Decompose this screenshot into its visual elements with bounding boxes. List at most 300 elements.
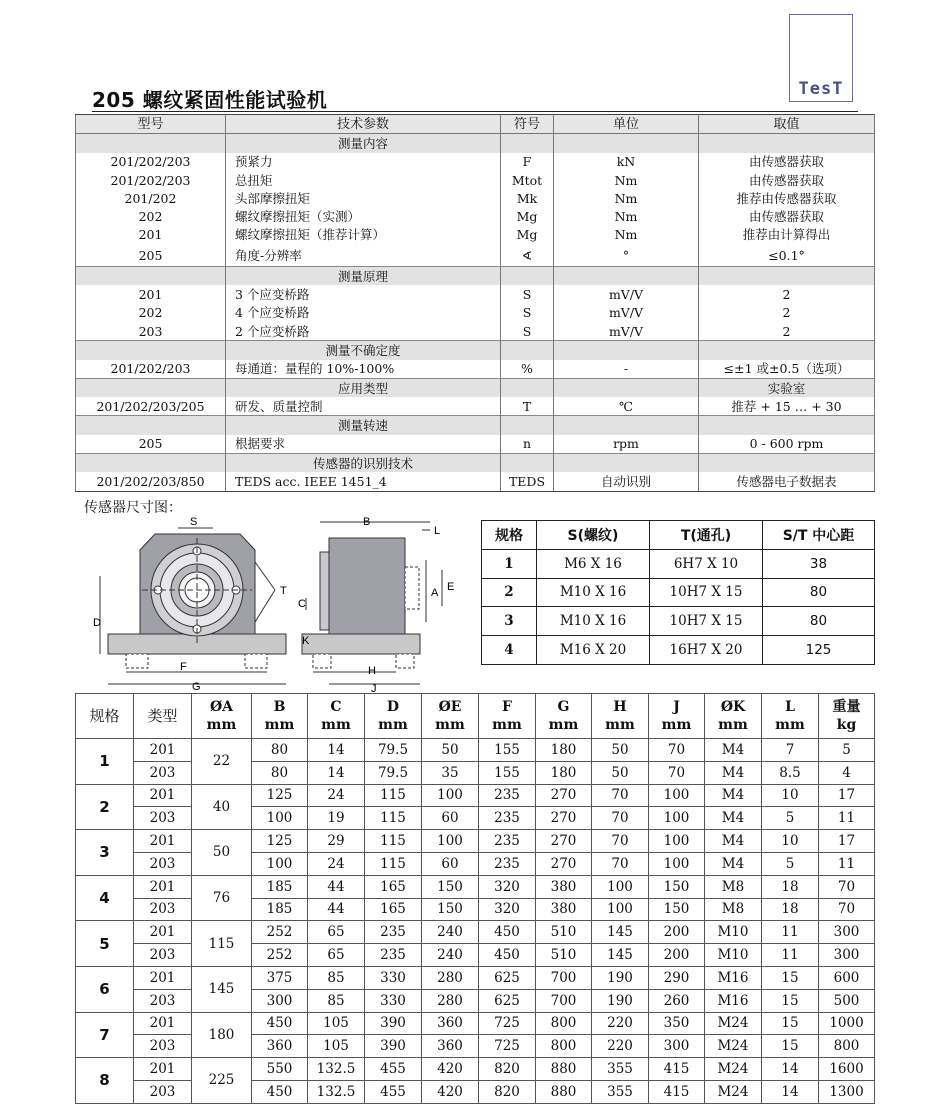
spec-row (76, 472, 875, 491)
spec-cell: 传感器电子数据表 (699, 472, 875, 491)
spec-cell: 推荐 + 15 … + 30 (699, 397, 875, 416)
dimension-cell: 235 (479, 784, 536, 807)
dimension-cell: 270 (536, 830, 592, 853)
dimension-cell: 280 (422, 989, 479, 1012)
spec-cell: Nm (554, 207, 699, 225)
spec-cell: Mg (501, 207, 554, 225)
spec-cell: 2 (699, 322, 875, 341)
dimension-cell: 15 (762, 1012, 819, 1035)
dimension-cell: 100 (422, 784, 479, 807)
dimension-cell: 450 (252, 1012, 308, 1035)
spec-section-value (699, 454, 875, 473)
spec-cell: 201/202/203/205 (76, 397, 226, 416)
dimension-cell: 360 (422, 1012, 479, 1035)
spec-cell (554, 378, 699, 397)
title-rule (92, 111, 858, 112)
dimension-cell: M24 (705, 1080, 762, 1103)
dimension-cell: 44 (308, 898, 365, 921)
dimension-cell: 240 (422, 944, 479, 967)
spec-header-cell: 取值 (699, 115, 875, 134)
spec-cell: 螺纹摩擦扭矩（推荐计算） (226, 226, 501, 244)
dimension-diameter-a-cell: 76 (192, 875, 252, 921)
dimension-header-cell (422, 694, 479, 739)
thread-header-cell: T(通孔) (650, 521, 763, 550)
dimension-type-cell: 201 (134, 830, 192, 853)
dimension-cell: 15 (762, 966, 819, 989)
dimension-cell: 105 (308, 1035, 365, 1058)
test-logo (789, 14, 853, 102)
spec-section-row (76, 454, 875, 473)
dimension-cell: 700 (536, 989, 592, 1012)
spec-cell (554, 267, 699, 286)
spec-cell: 201 (76, 285, 226, 303)
dimension-type-cell: 203 (134, 852, 192, 875)
dimension-size-cell: 1 (76, 739, 134, 785)
dimension-header-unit: mm (321, 717, 351, 733)
dimension-header-name: ØK (720, 699, 746, 715)
dimension-header-cell (536, 694, 592, 739)
spec-cell: 201 (76, 226, 226, 244)
dimension-cell: 70 (592, 830, 649, 853)
thread-header-cell: S/T 中心距 (763, 521, 875, 550)
dimension-cell: 420 (422, 1080, 479, 1103)
spec-cell: ℃ (554, 397, 699, 416)
dimension-cell: M4 (705, 784, 762, 807)
spec-cell (76, 267, 226, 286)
dimension-header-cell (76, 694, 134, 739)
dimension-cell: M4 (705, 761, 762, 784)
spec-cell: T (501, 397, 554, 416)
dimension-cell: 65 (308, 944, 365, 967)
spec-cell: 0 - 600 rpm (699, 435, 875, 454)
dimension-cell: 1000 (819, 1012, 875, 1035)
dimension-cell: 725 (479, 1035, 536, 1058)
dimension-diameter-a-cell: 180 (192, 1012, 252, 1058)
dimension-cell: 220 (592, 1035, 649, 1058)
thread-row (482, 607, 875, 636)
dimension-cell: 190 (592, 966, 649, 989)
spec-cell: 2 个应变桥路 (226, 322, 501, 341)
dimension-cell: 60 (422, 807, 479, 830)
dimension-header-name: G (557, 699, 570, 715)
spec-cell: ∢ (501, 244, 554, 267)
dimension-cell: 19 (308, 807, 365, 830)
thread-header-row (482, 521, 875, 550)
dimension-cell: 4 (819, 761, 875, 784)
dimension-cell: 85 (308, 966, 365, 989)
dimension-cell: 880 (536, 1080, 592, 1103)
dimension-cell: 390 (365, 1012, 422, 1035)
dimension-cell: 80 (252, 739, 308, 762)
dimension-size-cell: 5 (76, 921, 134, 967)
label-s: S (190, 516, 198, 528)
dimension-type-cell: 201 (134, 921, 192, 944)
dimension-cell: 35 (422, 761, 479, 784)
spec-header-cell: 型号 (76, 115, 226, 134)
thread-cell: 1 (482, 549, 537, 578)
dimension-type-cell: 203 (134, 1035, 192, 1058)
dimension-type-cell: 203 (134, 807, 192, 830)
dimension-diameter-a-cell: 225 (192, 1058, 252, 1104)
spec-section-value (699, 134, 875, 153)
spec-row (76, 189, 875, 207)
spec-header-row (76, 115, 875, 134)
dimension-cell: 155 (479, 739, 536, 762)
spec-cell: S (501, 322, 554, 341)
dimension-cell: 8.5 (762, 761, 819, 784)
dimension-cell: 300 (252, 989, 308, 1012)
dimension-cell: M10 (705, 921, 762, 944)
dimension-cell: 15 (762, 989, 819, 1012)
dimension-cell: 165 (365, 875, 422, 898)
dimension-cell: 44 (308, 875, 365, 898)
spec-cell: 研发、质量控制 (226, 397, 501, 416)
dimension-diameter-a-cell: 50 (192, 830, 252, 876)
dimension-cell: 415 (649, 1080, 705, 1103)
dimension-cell: 355 (592, 1058, 649, 1081)
spec-row (76, 207, 875, 225)
label-k: K (302, 635, 310, 647)
dimension-cell: 5 (762, 807, 819, 830)
thread-cell: 125 (763, 636, 875, 665)
dimension-cell: 450 (252, 1080, 308, 1103)
label-f: F (180, 661, 187, 673)
thread-cell: 80 (763, 578, 875, 607)
dimension-cell: 18 (762, 898, 819, 921)
dimension-cell: 100 (649, 784, 705, 807)
dimension-cell: 510 (536, 921, 592, 944)
dimension-cell: 18 (762, 875, 819, 898)
dimension-cell: 510 (536, 944, 592, 967)
spec-cell: 201/202/203 (76, 171, 226, 189)
spec-cell: 203 (76, 322, 226, 341)
dimension-cell: 150 (422, 898, 479, 921)
dimension-cell: 150 (422, 875, 479, 898)
dimension-header-name: L (785, 699, 795, 715)
dimension-cell: 100 (592, 898, 649, 921)
dimension-cell: 270 (536, 807, 592, 830)
dimension-cell: 390 (365, 1035, 422, 1058)
dimension-cell: 29 (308, 830, 365, 853)
spec-cell: TEDS acc. IEEE 1451_4 (226, 472, 501, 491)
dimension-cell: 252 (252, 921, 308, 944)
spec-section-row (76, 134, 875, 153)
spec-cell (501, 454, 554, 473)
dimension-cell: 235 (479, 852, 536, 875)
dimension-type-cell: 201 (134, 784, 192, 807)
spec-cell (501, 267, 554, 286)
spec-cell: 每通道：量程的 10%-100% (226, 360, 501, 379)
spec-cell (76, 341, 226, 360)
dimension-row (76, 875, 875, 898)
spec-row (76, 244, 875, 267)
dimension-cell: 14 (308, 739, 365, 762)
dimension-diameter-a-cell: 115 (192, 921, 252, 967)
spec-cell: - (554, 360, 699, 379)
dimension-header-unit: mm (661, 717, 692, 733)
spec-section-title: 测量不确定度 (226, 341, 501, 360)
spec-cell (501, 134, 554, 153)
dimension-cell: 455 (365, 1080, 422, 1103)
dimension-cell: 320 (479, 875, 536, 898)
dimension-header-name: 类型 (147, 707, 178, 725)
dimension-cell: 375 (252, 966, 308, 989)
dimension-type-cell: 201 (134, 966, 192, 989)
dimension-row (76, 921, 875, 944)
spec-cell: Mtot (501, 171, 554, 189)
spec-section-title: 传感器的识别技术 (226, 454, 501, 473)
thread-cell: 6H7 X 10 (650, 549, 763, 578)
dimension-header-cell (592, 694, 649, 739)
dimension-cell: 725 (479, 1012, 536, 1035)
dimension-cell: 50 (422, 739, 479, 762)
thread-header-cell: 规格 (482, 521, 537, 550)
dimension-header-cell (819, 694, 875, 739)
dimension-header-unit: mm (492, 717, 522, 733)
spec-cell (76, 134, 226, 153)
dimension-header-unit: kg (836, 717, 857, 733)
label-a: A (431, 587, 439, 599)
dimension-type-cell: 203 (134, 944, 192, 967)
thread-cell: 3 (482, 607, 537, 636)
dimension-cell: 800 (536, 1012, 592, 1035)
dimension-cell: 300 (649, 1035, 705, 1058)
dimension-cell: 5 (819, 739, 875, 762)
dimension-row (76, 784, 875, 807)
spec-cell: 202 (76, 207, 226, 225)
spec-cell (554, 341, 699, 360)
dimension-header-unit: mm (775, 717, 805, 733)
spec-cell: 总扭矩 (226, 171, 501, 189)
spec-row (76, 397, 875, 416)
spec-section-value: 实验室 (699, 378, 875, 397)
dimension-cell: M8 (705, 875, 762, 898)
spec-cell (501, 416, 554, 435)
dimension-header-name: H (613, 699, 627, 715)
spec-cell: 推荐由计算得出 (699, 226, 875, 244)
spec-cell: % (501, 360, 554, 379)
dimension-cell: 115 (365, 852, 422, 875)
dimension-cell: 300 (819, 921, 875, 944)
spec-cell: n (501, 435, 554, 454)
dimension-cell: 125 (252, 830, 308, 853)
spec-cell: mV/V (554, 304, 699, 322)
spec-cell: Nm (554, 189, 699, 207)
spec-cell: TEDS (501, 472, 554, 491)
dimension-cell: 165 (365, 898, 422, 921)
dimension-cell: 145 (592, 944, 649, 967)
dimension-table (75, 693, 875, 1104)
dimension-cell: 50 (592, 761, 649, 784)
spec-cell: kN (554, 153, 699, 171)
dimension-cell: 10 (762, 784, 819, 807)
spec-cell: 角度-分辨率 (226, 244, 501, 267)
dimension-cell: 330 (365, 989, 422, 1012)
spec-cell: Nm (554, 226, 699, 244)
dimension-cell: M4 (705, 739, 762, 762)
dimension-header-unit: mm (378, 717, 408, 733)
dimension-cell: 600 (819, 966, 875, 989)
dimension-header-name: 规格 (89, 707, 120, 725)
dimension-size-cell: 2 (76, 784, 134, 830)
spec-header-cell: 单位 (554, 115, 699, 134)
label-d: D (93, 617, 101, 629)
spec-cell: 2 (699, 304, 875, 322)
dimension-cell: 240 (422, 921, 479, 944)
dimension-cell: 360 (252, 1035, 308, 1058)
spec-cell: F (501, 153, 554, 171)
dimension-size-cell: 8 (76, 1058, 134, 1104)
dimension-cell: 145 (592, 921, 649, 944)
dimension-header-cell (365, 694, 422, 739)
dimension-cell: 450 (479, 921, 536, 944)
dimension-cell: 235 (365, 944, 422, 967)
thread-cell: 10H7 X 15 (650, 578, 763, 607)
spec-cell: 201/202/203 (76, 153, 226, 171)
dimension-cell: 100 (252, 807, 308, 830)
dimension-cell: M24 (705, 1058, 762, 1081)
dimension-header-cell (192, 694, 252, 739)
dimension-header-cell (134, 694, 192, 739)
spec-table (75, 114, 875, 492)
spec-section-row (76, 416, 875, 435)
spec-cell: 4 个应变桥路 (226, 304, 501, 322)
spec-section-title: 测量内容 (226, 134, 501, 153)
dimension-header-name: J (673, 699, 680, 715)
dimension-cell: 11 (819, 807, 875, 830)
thread-cell: M16 X 20 (537, 636, 650, 665)
dimension-cell: 17 (819, 784, 875, 807)
dimension-cell: 415 (649, 1058, 705, 1081)
sensor-dimension-drawing (80, 512, 470, 694)
dimension-type-cell: 201 (134, 1012, 192, 1035)
spec-cell: mV/V (554, 285, 699, 303)
dimension-cell: 180 (536, 761, 592, 784)
dimension-size-cell: 7 (76, 1012, 134, 1058)
logo-text: TesT (798, 79, 844, 99)
dimension-cell: 11 (819, 852, 875, 875)
thread-row (482, 549, 875, 578)
spec-section-title: 测量原理 (226, 267, 501, 286)
label-b: B (363, 516, 371, 528)
spec-section-value (699, 267, 875, 286)
spec-row (76, 304, 875, 322)
dimension-cell: 155 (479, 761, 536, 784)
dimension-cell: 200 (649, 921, 705, 944)
dimension-cell: 100 (422, 830, 479, 853)
dimension-cell: 235 (365, 921, 422, 944)
dimension-header-name: F (502, 699, 512, 715)
dimension-cell: M16 (705, 989, 762, 1012)
dimension-cell: 200 (649, 944, 705, 967)
thread-cell: 4 (482, 636, 537, 665)
thread-cell: M10 X 16 (537, 607, 650, 636)
dimension-cell: 185 (252, 898, 308, 921)
dimension-header-cell (762, 694, 819, 739)
dimension-header-unit: mm (264, 717, 295, 733)
dimension-type-cell: 201 (134, 739, 192, 762)
dimension-cell: M24 (705, 1012, 762, 1035)
spec-row (76, 226, 875, 244)
thread-cell: 38 (763, 549, 875, 578)
dimension-cell: M4 (705, 807, 762, 830)
dimension-cell: 270 (536, 784, 592, 807)
dimension-cell: 70 (649, 761, 705, 784)
dimension-type-cell: 203 (134, 761, 192, 784)
dimension-cell: 70 (592, 852, 649, 875)
dimension-cell: 500 (819, 989, 875, 1012)
dimension-cell: 10 (762, 830, 819, 853)
dimension-cell: 85 (308, 989, 365, 1012)
spec-cell: 推荐由传感器获取 (699, 189, 875, 207)
dimension-cell: 220 (592, 1012, 649, 1035)
dimension-cell: 625 (479, 989, 536, 1012)
dimension-cell: 60 (422, 852, 479, 875)
dimension-cell: 70 (819, 875, 875, 898)
spec-cell: Mg (501, 226, 554, 244)
dimension-cell: 300 (819, 944, 875, 967)
dimension-diameter-a-cell: 22 (192, 739, 252, 785)
spec-cell: 由传感器获取 (699, 207, 875, 225)
spec-cell: 3 个应变桥路 (226, 285, 501, 303)
dimension-cell: 800 (536, 1035, 592, 1058)
dimension-cell: 115 (365, 807, 422, 830)
spec-cell (76, 454, 226, 473)
dimension-cell: 105 (308, 1012, 365, 1035)
dimension-cell: 235 (479, 807, 536, 830)
dimension-cell: 1300 (819, 1080, 875, 1103)
dimension-header-unit: mm (548, 717, 579, 733)
dimension-cell: 24 (308, 852, 365, 875)
spec-cell: 根据要求 (226, 435, 501, 454)
dimension-header-cell (649, 694, 705, 739)
spec-cell: 202 (76, 304, 226, 322)
thread-spec-table (481, 520, 875, 665)
dimension-cell: M10 (705, 944, 762, 967)
dimension-cell: 455 (365, 1058, 422, 1081)
dimension-header-name: ØE (438, 699, 462, 715)
dimension-cell: 800 (819, 1035, 875, 1058)
dimension-cell: 125 (252, 784, 308, 807)
spec-section-row (76, 341, 875, 360)
spec-cell: rpm (554, 435, 699, 454)
spec-section-title: 应用类型 (226, 378, 501, 397)
dimension-type-cell: 203 (134, 1080, 192, 1103)
dimension-cell: 260 (649, 989, 705, 1012)
spec-cell: 2 (699, 285, 875, 303)
dimension-cell: 14 (762, 1080, 819, 1103)
dimension-header-name: B (273, 699, 286, 715)
dimension-cell: 50 (592, 739, 649, 762)
dimension-size-cell: 6 (76, 966, 134, 1012)
dimension-cell: 180 (536, 739, 592, 762)
dimension-cell: M4 (705, 830, 762, 853)
dimension-cell: 15 (762, 1035, 819, 1058)
dimension-cell: 14 (308, 761, 365, 784)
dimension-cell: 1600 (819, 1058, 875, 1081)
spec-cell: 螺纹摩擦扭矩（实测） (226, 207, 501, 225)
spec-cell (501, 378, 554, 397)
dimension-header-name: ØA (209, 699, 234, 715)
dimension-cell: 270 (536, 852, 592, 875)
dimension-header-unit: mm (605, 717, 635, 733)
spec-cell: S (501, 304, 554, 322)
spec-cell (554, 416, 699, 435)
spec-row (76, 322, 875, 341)
spec-row (76, 435, 875, 454)
dimension-cell: 625 (479, 966, 536, 989)
dimension-cell: M8 (705, 898, 762, 921)
